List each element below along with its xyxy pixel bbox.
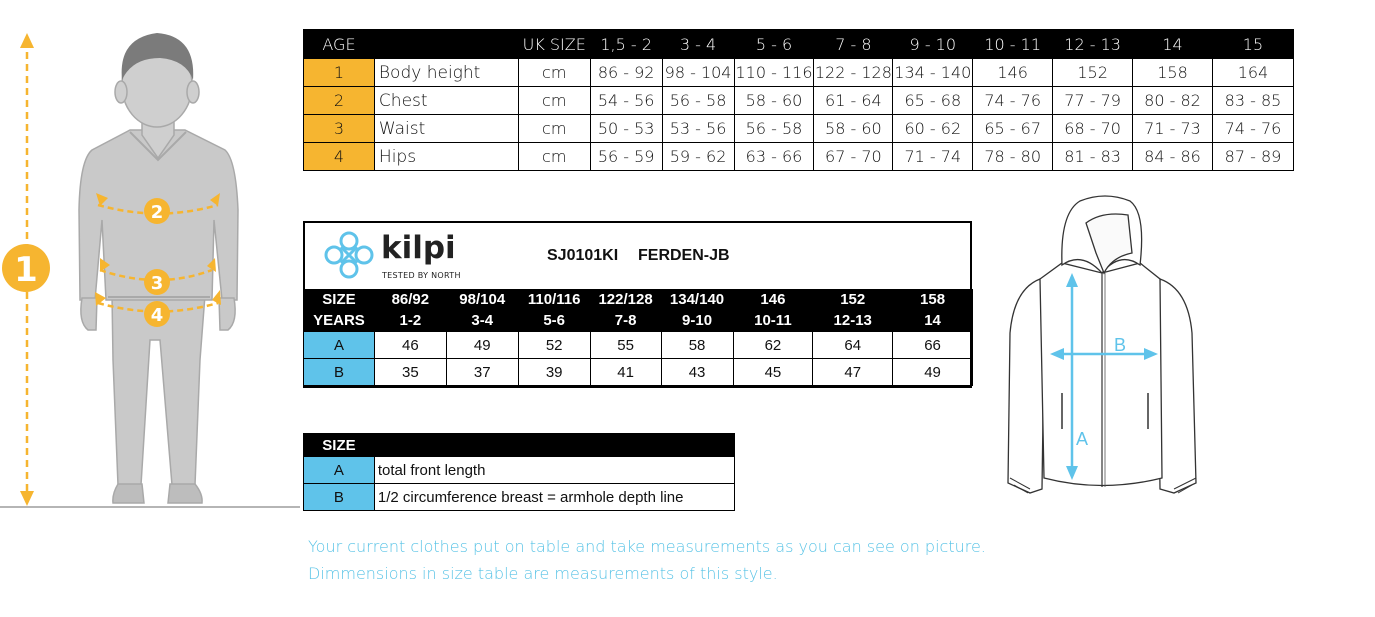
table-cell: 56 - 58: [662, 87, 734, 115]
table-cell: 58: [661, 332, 733, 359]
table-cell: 98 - 104: [662, 59, 734, 87]
row-label: Hips: [374, 143, 518, 171]
marker-3-label: 3: [150, 273, 164, 294]
garment-size-table: [303, 289, 973, 386]
header-blank: [374, 30, 518, 59]
header-size: 5 - 6: [734, 30, 814, 59]
table-cell: 64: [813, 332, 893, 359]
product-code: SJ0101KI: [547, 247, 619, 264]
garment-years: 7-8: [590, 310, 661, 332]
table-row: [304, 87, 1294, 115]
table-cell: 52: [518, 332, 590, 359]
garment-years: 10-11: [733, 310, 813, 332]
table-cell: 84 - 86: [1133, 143, 1213, 171]
table-cell: 50 - 53: [590, 115, 662, 143]
table-cell: 66: [893, 332, 973, 359]
garment-years: 3-4: [446, 310, 518, 332]
garment-size: 110/116: [518, 289, 590, 310]
table-cell: 37: [446, 359, 518, 386]
table-row: [304, 115, 1294, 143]
row-number: 1: [304, 59, 375, 87]
product-name: FERDEN-JB: [638, 247, 730, 264]
size-label: SIZE: [304, 289, 375, 310]
row-number: 4: [304, 143, 375, 171]
measurement-legend-table: [303, 433, 735, 511]
brand-wordmark: kilpi: [381, 230, 456, 266]
table-cell: 49: [893, 359, 973, 386]
legend-header: [304, 434, 735, 457]
table-cell: 83 - 85: [1212, 87, 1293, 115]
table-cell: 58 - 60: [734, 87, 814, 115]
row-unit: cm: [518, 143, 590, 171]
legend-key: A: [304, 457, 375, 484]
table-cell: 39: [518, 359, 590, 386]
table-cell: 45: [733, 359, 813, 386]
garment-size: 158: [893, 289, 973, 310]
legend-header-blank: [374, 434, 734, 457]
table-row: [304, 59, 1294, 87]
jacket-label-b: B: [1114, 335, 1127, 355]
marker-4-label: 4: [150, 305, 164, 326]
header-age: AGE: [304, 30, 375, 59]
table-cell: 152: [1053, 59, 1133, 87]
size-table-header: [304, 30, 1294, 59]
table-cell: 81 - 83: [1053, 143, 1133, 171]
table-cell: 56 - 59: [590, 143, 662, 171]
table-cell: 55: [590, 332, 661, 359]
row-label: Waist: [374, 115, 518, 143]
table-row: [304, 332, 973, 359]
garment-size: 122/128: [590, 289, 661, 310]
table-cell: 60 - 62: [893, 115, 973, 143]
child-body-figure: [0, 25, 300, 515]
brand-tagline: TESTED BY NORTH: [382, 271, 461, 280]
row-label: Chest: [374, 87, 518, 115]
note-line-2: Dimmensions in size table are measurements of this style.: [308, 564, 778, 583]
row-label: Body height: [374, 59, 518, 87]
legend-key: B: [304, 484, 375, 511]
header-size: 9 - 10: [893, 30, 973, 59]
table-cell: 46: [374, 332, 446, 359]
table-cell: 43: [661, 359, 733, 386]
garment-size: 86/92: [374, 289, 446, 310]
row-number: 2: [304, 87, 375, 115]
table-cell: 87 - 89: [1212, 143, 1293, 171]
table-cell: 62: [733, 332, 813, 359]
marker-1-label: 1: [14, 250, 38, 290]
garment-years: 1-2: [374, 310, 446, 332]
table-cell: 41: [590, 359, 661, 386]
row-number: 3: [304, 115, 375, 143]
body-size-table: [303, 29, 1294, 171]
header-size: 15: [1212, 30, 1293, 59]
table-cell: 146: [973, 59, 1053, 87]
legend-size-label: SIZE: [304, 434, 375, 457]
table-cell: 78 - 80: [973, 143, 1053, 171]
table-cell: 71 - 73: [1133, 115, 1213, 143]
garment-years: 12-13: [813, 310, 893, 332]
table-row: [304, 484, 735, 511]
row-unit: cm: [518, 115, 590, 143]
header-size: 1,5 - 2: [590, 30, 662, 59]
header-uk-size: UK SIZE: [518, 30, 590, 59]
kilpi-knot-logo: [318, 225, 380, 285]
marker-2-label: 2: [150, 202, 164, 223]
table-cell: 56 - 58: [734, 115, 814, 143]
row-unit: cm: [518, 87, 590, 115]
table-cell: 58 - 60: [814, 115, 893, 143]
table-cell: 68 - 70: [1053, 115, 1133, 143]
note-line-1: Your current clothes put on table and take measurements as you can see on picture.: [308, 537, 986, 556]
garment-size: 152: [813, 289, 893, 310]
years-label: YEARS: [304, 310, 375, 332]
table-cell: 54 - 56: [590, 87, 662, 115]
garment-size: 98/104: [446, 289, 518, 310]
table-cell: 134 - 140: [893, 59, 973, 87]
table-cell: 67 - 70: [814, 143, 893, 171]
header-size: 12 - 13: [1053, 30, 1133, 59]
jacket-label-a: A: [1076, 429, 1089, 449]
header-size: 7 - 8: [814, 30, 893, 59]
table-cell: 35: [374, 359, 446, 386]
header-size: 10 - 11: [973, 30, 1053, 59]
garment-years: 9-10: [661, 310, 733, 332]
table-cell: 77 - 79: [1053, 87, 1133, 115]
header-size: 14: [1133, 30, 1213, 59]
row-key: A: [304, 332, 375, 359]
header-size: 3 - 4: [662, 30, 734, 59]
legend-desc: total front length: [374, 457, 734, 484]
table-row: [304, 143, 1294, 171]
garment-size: 134/140: [661, 289, 733, 310]
table-cell: 74 - 76: [973, 87, 1053, 115]
table-cell: 80 - 82: [1133, 87, 1213, 115]
table-row: [304, 457, 735, 484]
table-cell: 53 - 56: [662, 115, 734, 143]
garment-size-row: [304, 289, 973, 310]
table-row: [304, 359, 973, 386]
garment-years-row: [304, 310, 973, 332]
table-cell: 65 - 68: [893, 87, 973, 115]
table-cell: 63 - 66: [734, 143, 814, 171]
table-cell: 61 - 64: [814, 87, 893, 115]
row-unit: cm: [518, 59, 590, 87]
garment-years: 5-6: [518, 310, 590, 332]
jacket-outline: [1000, 193, 1205, 513]
legend-desc: 1/2 circumference breast = armhole depth line: [374, 484, 734, 511]
table-cell: 65 - 67: [973, 115, 1053, 143]
table-cell: 110 - 116: [734, 59, 814, 87]
table-cell: 122 - 128: [814, 59, 893, 87]
table-cell: 71 - 74: [893, 143, 973, 171]
table-cell: 59 - 62: [662, 143, 734, 171]
garment-size: 146: [733, 289, 813, 310]
table-cell: 74 - 76: [1212, 115, 1293, 143]
table-cell: 164: [1212, 59, 1293, 87]
table-cell: 86 - 92: [590, 59, 662, 87]
row-key: B: [304, 359, 375, 386]
table-cell: 47: [813, 359, 893, 386]
table-cell: 158: [1133, 59, 1213, 87]
garment-years: 14: [893, 310, 973, 332]
table-cell: 49: [446, 332, 518, 359]
